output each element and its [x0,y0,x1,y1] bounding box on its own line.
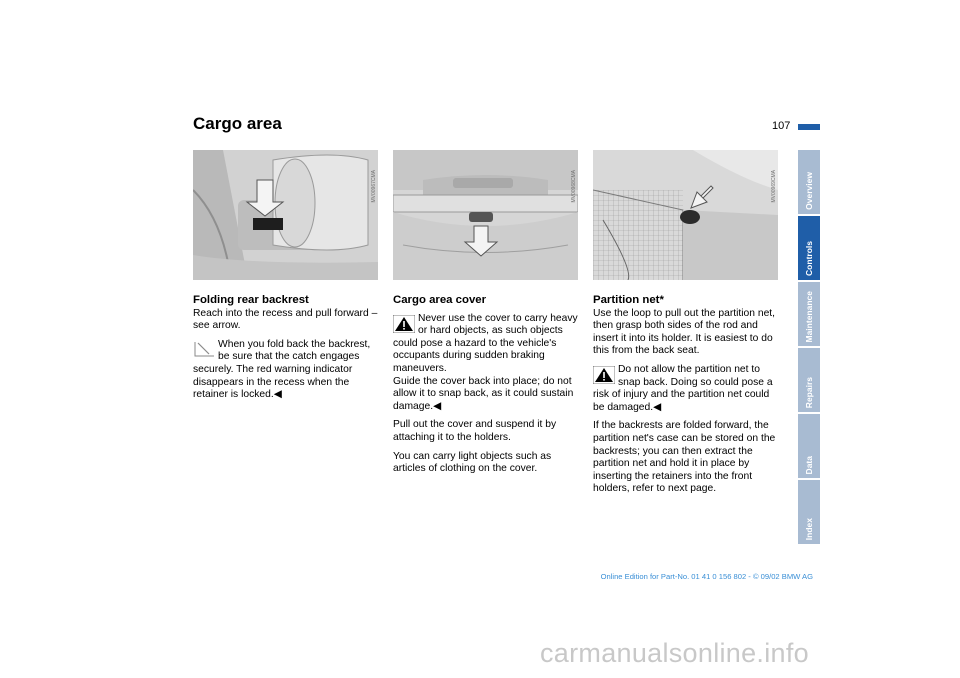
figure-code: MV00968CMA [571,170,577,203]
section-intro: Reach into the recess and pull forward – see arrow. [193,307,378,332]
figure-code: MV00969CMA [771,170,777,203]
watermark: carmanualsonline.info [540,638,809,668]
tab-label: Index [804,517,814,540]
warning-text: Never use the cover to carry heavy or hard objects, as such objects could pose a hazard to the vehicle's occupants during sudden braking maneuvers. [393,312,578,374]
section-heading: Cargo area cover [393,294,487,306]
section-folding-backrest [193,294,381,408]
tab-overview[interactable] [798,150,820,214]
warning-box [393,313,581,414]
section-intro: Use the loop to pull out the partition net, then grasp both sides of the rod and insert it into its holder. It is easiest to do this from the back seat. [593,307,776,357]
tab-label: Maintenance [804,290,814,342]
warning-triangle-icon [593,366,615,382]
page-title: Cargo area [193,114,282,133]
tab-controls[interactable] [798,216,820,280]
figure-folding-backrest-illustration [193,150,378,280]
section-cargo-cover [393,294,581,482]
page-number-bar [798,124,820,130]
warning-text: Do not allow the partition net to snap back. Doing so could pose a risk of injury and the partition net could be damaged.◀ [593,363,773,413]
tab-index[interactable] [798,480,820,544]
footer-edition: Online Edition for Part-No. 01 41 0 156 802 - © 09/02 BMW AG [600,572,813,581]
section-partition-net [593,294,781,502]
section-paragraph: Pull out the cover and suspend it by attaching it to the holders. [393,419,557,443]
notice-text: When you fold back the backrest, be sure that the catch engages securely. The red warning indicator disappears in the recess when the retainer is locked.◀ [193,338,371,401]
notice-icon [193,341,215,357]
figure-cargo-cover [393,150,578,280]
figure-code: MV00967CMA [371,170,377,203]
tab-repairs[interactable] [798,348,820,412]
notice-box [193,339,381,402]
tab-label: Data [804,455,814,474]
section-heading: Partition net* [593,294,664,306]
section-paragraph: You can carry light objects such as articles of clothing on the cover. [393,450,552,475]
tab-label: Overview [804,172,814,210]
tab-data[interactable] [798,414,820,478]
figure-partition-net [593,150,778,280]
figure-partition-net-illustration [593,150,778,280]
figure-folding-backrest [193,150,378,280]
tab-label: Controls [804,241,814,276]
chapter-tabs [798,150,820,546]
tab-maintenance[interactable] [798,282,820,346]
warning-box [593,364,781,414]
section-paragraph: If the backrests are folded forward, the partition net's case can be stored on the backrests; you can then extract the partition net and hold it in place by inserting the retainers into the front holders, refer to next page. [593,420,776,495]
figure-cargo-cover-illustration [393,150,578,280]
section-heading: Folding rear backrest [193,294,309,306]
warning-text-continued: Guide the cover back into place; do not allow it to snap back, as it could sustain damage.◀ [393,375,574,412]
page-number: 107 [772,120,791,132]
tab-label: Repairs [804,376,814,408]
warning-triangle-icon [393,315,415,331]
